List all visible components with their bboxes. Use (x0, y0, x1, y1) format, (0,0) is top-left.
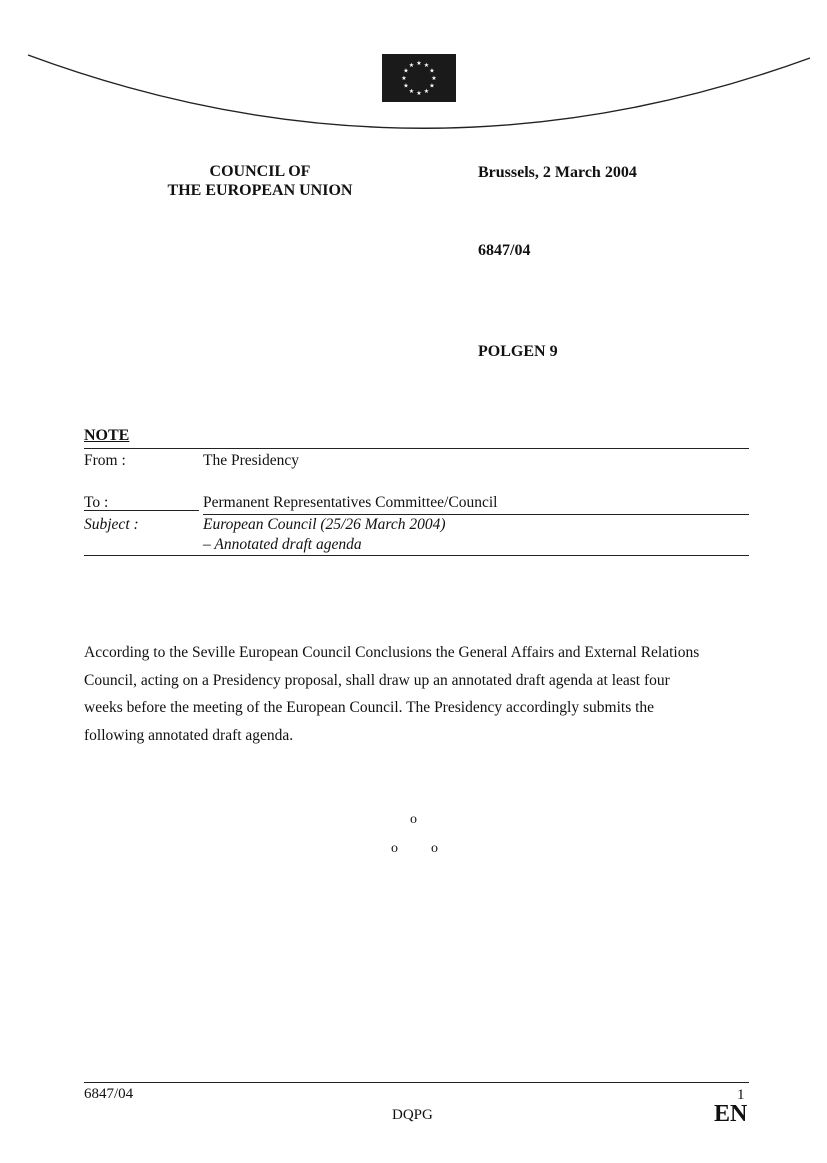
separator-mark-right: o (431, 841, 438, 856)
from-value: The Presidency (203, 452, 299, 469)
note-top-rule (84, 448, 749, 449)
flag-star-icon: ★ (423, 89, 430, 96)
flag-star-icon: ★ (431, 76, 437, 83)
body-line-2: Council, acting on a Presidency proposal, shall draw up an annotated draft agenda at least four (84, 671, 670, 689)
flag-star-icon: ★ (403, 68, 409, 75)
flag-star-icon: ★ (408, 89, 415, 96)
body-line-1: According to the Seville European Council Conclusions the General Affairs and External Relations (84, 644, 700, 661)
subject-line-1: European Council (25/26 March 2004) (203, 516, 446, 533)
footer-doc-ref: 6847/04 (84, 1086, 134, 1102)
separator-mark-top: o (410, 812, 417, 827)
eu-flag-icon (382, 54, 456, 102)
to-value: Permanent Representatives Committee/Council (203, 494, 498, 511)
council-line-2: THE EUROPEAN UNION (167, 182, 353, 199)
separator-mark-left: o (391, 841, 398, 856)
to-value-rule (203, 514, 749, 515)
classification-code: POLGEN 9 (478, 343, 558, 360)
flag-star-icon: ★ (403, 83, 409, 90)
flag-star-icon: ★ (429, 68, 435, 75)
flag-star-icon: ★ (401, 76, 407, 83)
footer-language: EN (714, 1101, 748, 1127)
footer-rule (84, 1082, 749, 1083)
flag-star-icon: ★ (423, 63, 430, 70)
note-bottom-rule (84, 555, 749, 556)
place-date: Brussels, 2 March 2004 (478, 164, 637, 181)
flag-star-icon: ★ (416, 61, 422, 68)
document-number: 6847/04 (478, 242, 531, 259)
subject-label: Subject : (84, 516, 139, 533)
note-title: NOTE (84, 427, 130, 444)
body-line-4: following annotated draft agenda. (84, 726, 294, 744)
council-line-1: COUNCIL OF (209, 163, 311, 180)
flag-star-icon: ★ (416, 91, 422, 98)
issuer-block (150, 162, 370, 200)
footer-unit: DQPG (392, 1107, 433, 1123)
footer-page-number: 1 (737, 1087, 745, 1103)
body-line-3: weeks before the meeting of the European Council. The Presidency accordingly submits the (84, 699, 655, 716)
body-paragraph (84, 639, 764, 749)
subject-line-2: – Annotated draft agenda (203, 536, 362, 553)
flag-star-icon: ★ (429, 83, 435, 90)
flag-star-icon: ★ (408, 63, 415, 70)
from-label: From : (84, 452, 126, 469)
to-label: To : (84, 494, 109, 511)
